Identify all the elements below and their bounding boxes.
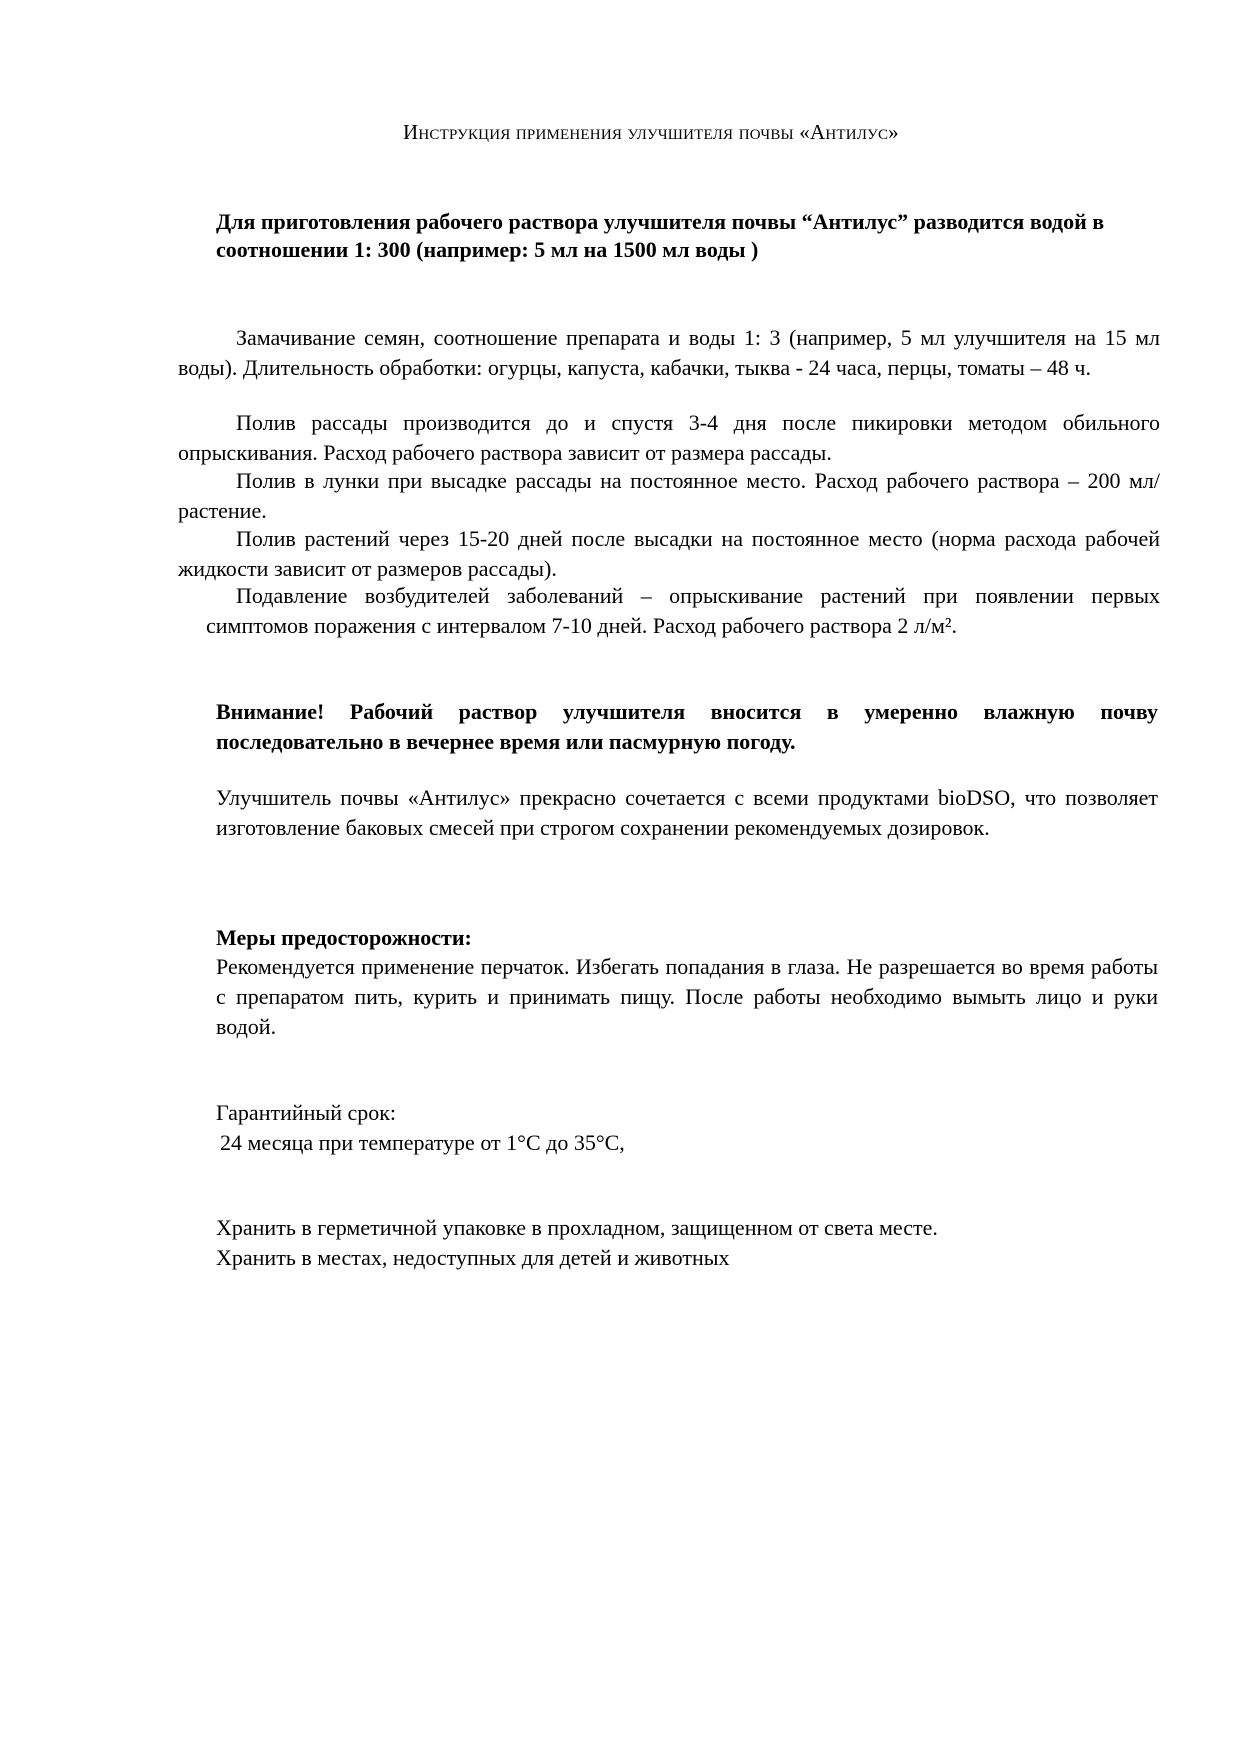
paragraph-hole-watering: Полив в лунки при высадке рассады на постоянное место. Расход рабочего раствора – 200 мл/растение.	[178, 468, 1160, 523]
warranty-heading: Гарантийный срок:	[216, 1100, 397, 1125]
document-title: Инструкция применения улучшителя почвы «Антилус»	[403, 120, 899, 144]
dilution-intro: Для приготовления рабочего раствора улучшителя почвы “Антилус” разводится водой в соотношении 1: 300 (например: 5 мл на 1500 мл воды )	[216, 209, 1105, 262]
warning-note: Внимание! Рабочий раствор улучшителя вносится в умеренно влажную почву последовательно в вечернее время или пасмурную погоду.	[216, 699, 1158, 754]
paragraph-seed-soaking: Замачивание семян, соотношение препарата и воды 1: 3 (например, 5 мл улучшителя на 15 мл воды). Длительность обработки: огурцы, капуста, кабачки, тыква - 24 часа, перцы, томаты – 48 ч.	[178, 325, 1160, 380]
paragraph-seedling-watering: Полив рассады производится до и спустя 3-4 дня после пикировки методом обильного опрыскивания. Расход рабочего раствора зависит от размера рассады.	[178, 410, 1160, 465]
precautions-heading: Меры предосторожности:	[216, 925, 472, 950]
precautions-text: Рекомендуется применение перчаток. Избегать попадания в глаза. Не разрешается во время работы с препаратом пить, курить и принимать пищу. После работы необходимо вымыть лицо и руки водой.	[216, 954, 1158, 1039]
storage-line-2: Хранить в местах, недоступных для детей и животных	[216, 1245, 730, 1270]
warranty-text: 24 месяца при температуре от 1°С до 35°С,	[220, 1130, 625, 1155]
storage-block	[216, 1213, 938, 1273]
compatibility-note: Улучшитель почвы «Антилус» прекрасно сочетается с всеми продуктами bioDSO, что позволяет изготовление баковых смесей при строгом сохранении рекомендуемых дозировок.	[216, 785, 1158, 840]
paragraph-plant-watering: Полив растений через 15-20 дней после высадки на постоянное место (норма расхода рабочей жидкости зависит от размеров рассады).	[178, 526, 1160, 581]
storage-line-1: Хранить в герметичной упаковке в прохладном, защищенном от света месте.	[216, 1215, 938, 1240]
paragraph-disease-suppression: Подавление возбудителей заболеваний – опрыскивание растений при появлении первых симптомов поражения с интервалом 7-10 дней. Расход рабочего раствора 2 л/м².	[206, 583, 1160, 638]
